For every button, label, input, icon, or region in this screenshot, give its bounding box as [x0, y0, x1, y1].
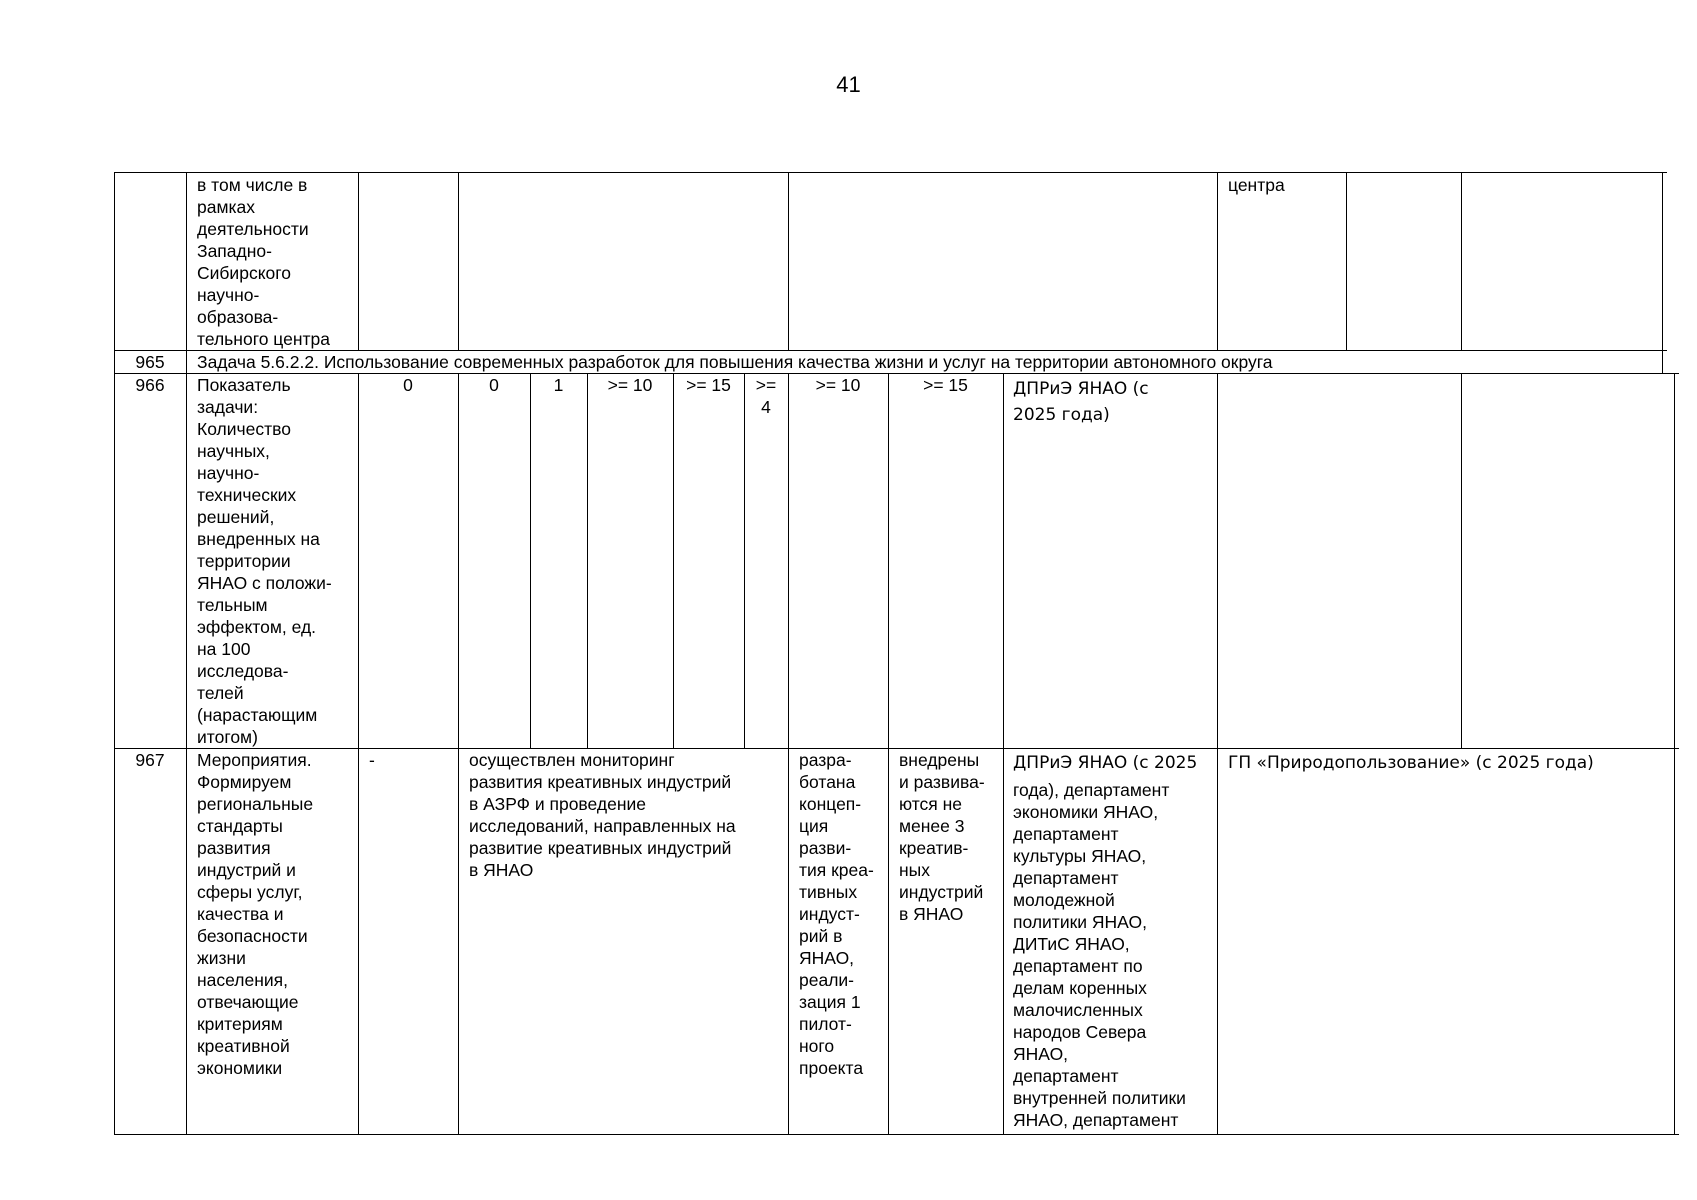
col-line-number: [186, 172, 187, 1134]
row-965-task: Задача 5.6.2.2. Использование современных разработок для повышения качества жизни и услуг на территории автономного округа: [197, 352, 1273, 372]
row-967-result-concept: разра- ботана концеп- ция разви- тия креа- тивных индуст- рий в ЯНАО, реали- зация 1 пилот- ного проекта: [799, 750, 874, 1078]
page-number: 41: [836, 72, 861, 97]
continued-row-name: в том числе в рамках деятельности Западно- Сибирского научно- образова- тельного центра: [197, 175, 330, 349]
row-966-value-base: 0: [403, 375, 413, 395]
col-line: [1346, 172, 1347, 350]
row-966-value: >= 15: [686, 375, 731, 395]
col-line: [1217, 373, 1218, 1134]
col-line: [788, 172, 789, 350]
row-966-value: 1: [553, 375, 564, 395]
col-line: [458, 172, 459, 350]
col-line: [358, 172, 359, 350]
row-966-value: >= 10: [607, 375, 653, 395]
row-966-value: >= 15: [923, 375, 968, 395]
row-966-indicator-name: Показатель задачи: Количество научных, научно- технических решений, внедренных на территории ЯНАО с положи- тельным эффектом, ед. на 100 исследова- телей (нарастающим итогом): [197, 375, 332, 747]
row-966-value: >= 10: [815, 375, 861, 395]
row-967-result-industries: внедрены и развива- ются не менее 3 креатив- ных индустрий в ЯНАО: [899, 750, 985, 924]
col-line-right-outer: [1674, 373, 1675, 1134]
col-line: [458, 373, 459, 1134]
row-966-value: 0: [489, 375, 499, 395]
row-967-executor-first-line: ДПРиЭ ЯНАО (с 2025: [1013, 753, 1198, 773]
table-top-border: [114, 172, 1667, 173]
col-line: [530, 373, 531, 748]
table-bottom-border: [114, 1134, 1679, 1135]
col-line: [888, 373, 889, 1134]
row-967-number: 967: [135, 750, 165, 770]
col-line: [788, 373, 789, 1134]
row-967-measure-name: Мероприятия. Формируем региональные стандарты развития индустрий и сферы услуг, качества и безопасности жизни населения, отвечающие критериям креативной экономики: [197, 750, 314, 1078]
row-967-program: ГП «Природопользование» (с 2025 года): [1228, 753, 1594, 773]
col-line-left: [114, 172, 115, 1134]
col-line: [358, 373, 359, 1134]
continued-row-executor-tail: центра: [1228, 175, 1285, 195]
row-965-number: 965: [135, 352, 165, 372]
row-967-result-early: осуществлен мониторинг развития креативных индустрий в АЗРФ и проведение исследований, направленных на развитие креативных индустрий в ЯНАО: [469, 750, 736, 880]
row-966-executor: ДПРиЭ ЯНАО (с 2025 года): [1013, 379, 1149, 425]
col-line: [587, 373, 588, 748]
col-line: [1003, 373, 1004, 1134]
col-line: [1461, 172, 1462, 350]
row-966-value: >= 4: [755, 375, 777, 417]
col-line-right: [1662, 172, 1663, 374]
col-line: [673, 373, 674, 748]
row-967-base-value: -: [369, 750, 375, 770]
col-line: [744, 373, 745, 748]
col-line: [1461, 373, 1462, 748]
col-line: [1217, 172, 1218, 350]
row-966-number: 966: [135, 375, 165, 395]
row-967-executors: года), департамент экономики ЯНАО, департамент культуры ЯНАО, департамент молодежной политики ЯНАО, ДИТиС ЯНАО, департамент по делам коренных малочисленных народов Севера ЯНАО, департамент внутренней политики ЯНАО, департамент: [1013, 780, 1186, 1130]
